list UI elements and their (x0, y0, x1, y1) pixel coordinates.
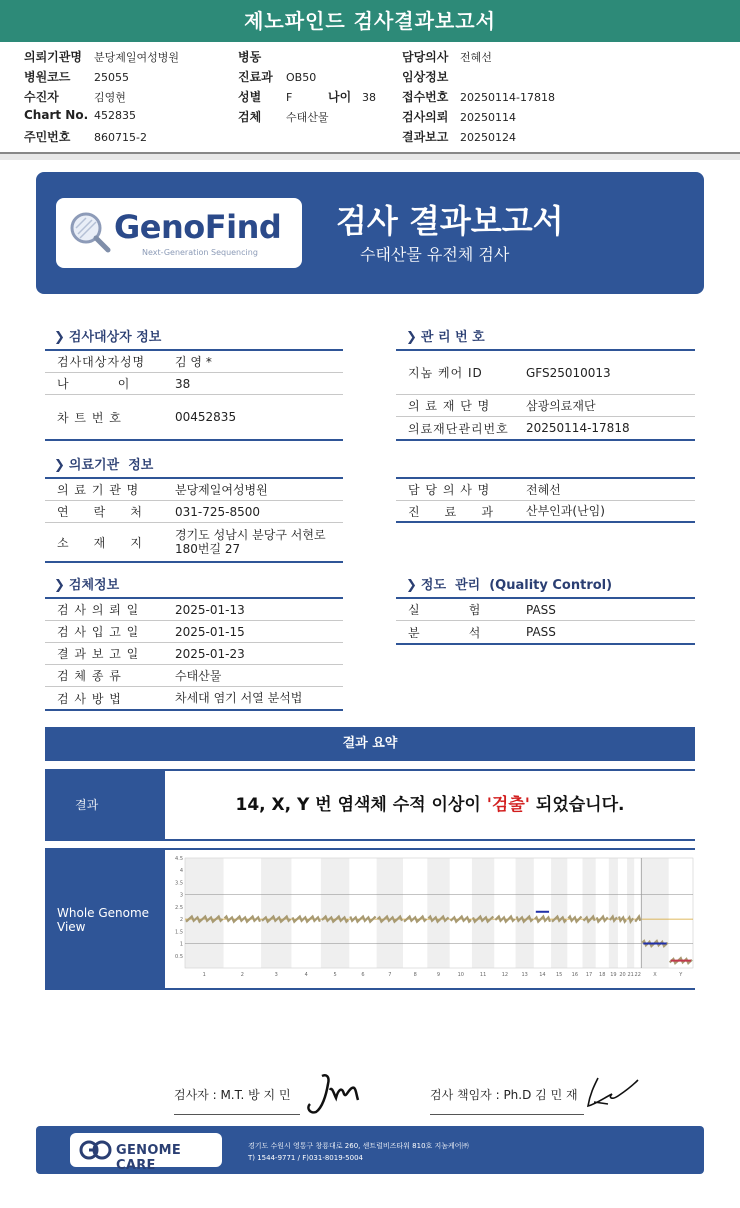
meta-row (24, 108, 179, 128)
meta-key: 검사의뢰 (402, 110, 449, 124)
hero-title: 검사 결과보고서 (336, 202, 564, 240)
meta-key: 병원코드 (24, 70, 71, 84)
meta-value: 수태산물 (286, 111, 329, 124)
meta-row (402, 48, 555, 68)
footer-address (248, 1140, 469, 1164)
doctor-table (396, 477, 695, 523)
genome-care-logo (70, 1133, 222, 1173)
copy-number-trace (293, 917, 320, 922)
chromosome-band (377, 858, 403, 968)
y-tick-label: 1.5 (175, 929, 183, 936)
result-label: 결과 (45, 771, 165, 839)
meta-value: 860715-2 (94, 131, 147, 144)
x-tick-label: 5 (333, 972, 337, 978)
footer-contact-line: T) 1544-9771 / F)031-8019-5004 (248, 1154, 363, 1162)
table-row (45, 599, 343, 621)
table-row (396, 351, 695, 395)
table-row (396, 395, 695, 417)
table-row (45, 523, 343, 561)
meta-key: 진료과 (238, 70, 273, 84)
row-value (165, 528, 326, 556)
row-value: 삼광의료재단 (526, 398, 596, 413)
meta-key: 접수번호 (402, 90, 449, 104)
section-heading-text: 의료기관 정보 (68, 458, 154, 473)
meta-col-1 (24, 48, 179, 148)
x-tick-label: 15 (555, 972, 563, 978)
summary-heading: 결과 요약 (45, 727, 695, 761)
x-tick-label: 20 (619, 972, 626, 978)
table-row (45, 479, 343, 501)
meta-col-3 (402, 48, 555, 148)
x-tick-label: 17 (585, 972, 593, 978)
row-value: 분당제일여성병원 (175, 482, 268, 497)
logo-wordmark: GenoFind (114, 208, 282, 246)
genome-care-g-icon (78, 1138, 114, 1162)
meta-key: 성별 (238, 90, 262, 104)
table-row (45, 665, 343, 687)
row-label: 진 료 과 (408, 504, 494, 519)
meta-value: 김영현 (94, 91, 126, 104)
age-key: 나이 (328, 90, 352, 104)
table-row (45, 373, 343, 395)
row-value: GFS25010013 (526, 365, 611, 380)
chromosome-band (582, 858, 595, 968)
table-row (45, 351, 343, 373)
whole-genome-plot (165, 850, 695, 988)
result-text-post: 되었습니다. (529, 795, 625, 815)
institution-table (45, 477, 343, 563)
table-row (45, 395, 343, 439)
result-highlight: '검출' (486, 795, 530, 815)
meta-key: 수진자 (24, 90, 59, 104)
row-label: 검 체 종 류 (57, 669, 122, 683)
meta-row (24, 128, 179, 148)
row-value: PASS (526, 625, 556, 639)
tester-signature-label: 검사자 : M.T. 방 지 민 (174, 1088, 291, 1102)
meta-row (402, 88, 555, 108)
footer-address-line: 경기도 수원시 영통구 창룡대로 260, 센트럴비즈타워 810호 지놈케어㈜ (248, 1142, 469, 1150)
chromosome-band (627, 858, 634, 968)
meta-key: 병동 (238, 50, 262, 64)
copy-number-trace (597, 917, 608, 922)
row-value: 2025-01-23 (175, 646, 245, 661)
report-banner-title: 제노파인드 검사결과보고서 (0, 0, 740, 42)
row-value: 2025-01-15 (175, 624, 245, 639)
meta-row (238, 88, 376, 108)
x-tick-label: 19 (610, 972, 617, 978)
section-heading-subject (54, 326, 161, 345)
meta-key: 임상정보 (402, 70, 449, 84)
section-heading-qc (406, 574, 612, 593)
meta-value: 20250114 (460, 111, 516, 124)
x-tick-label: 12 (501, 972, 509, 978)
chevron-right-icon: ❯ (406, 330, 417, 345)
table-row (45, 643, 343, 665)
meta-key: 검체 (238, 110, 262, 124)
chevron-right-icon: ❯ (406, 578, 417, 593)
meta-row (238, 108, 376, 128)
meta-row (402, 128, 555, 148)
chromosome-band (641, 858, 668, 968)
row-label: 검 사 입 고 일 (57, 625, 140, 639)
x-tick-label: 14 (539, 972, 546, 978)
x-tick-label: 3 (274, 972, 278, 978)
footer-bar (36, 1126, 704, 1174)
copy-number-trace (350, 917, 375, 922)
row-label: 실 험 (408, 603, 482, 617)
order-meta-panel (0, 42, 740, 154)
row-label: 담 당 의 사 명 (408, 483, 491, 497)
age-value: 38 (362, 91, 376, 104)
chromosome-band (472, 858, 494, 968)
y-tick-label: 2 (179, 917, 183, 924)
result-text-pre: 14, X, Y 번 염색체 수적 이상이 (235, 795, 487, 815)
section-heading-institution (54, 454, 153, 473)
address-line-2: 180번길 27 (175, 542, 241, 556)
table-row (45, 687, 343, 709)
row-value: PASS (526, 602, 556, 617)
y-tick-label: 2.5 (175, 904, 183, 911)
chromosome-band (516, 858, 534, 968)
genome-care-wordmark: GENOME CARE (116, 1143, 182, 1173)
chevron-right-icon: ❯ (54, 458, 65, 473)
x-tick-label: 21 (627, 972, 634, 978)
chromosome-band (321, 858, 349, 968)
table-row (396, 621, 695, 643)
director-signature-line (430, 1114, 584, 1115)
row-label: 의료재단관리번호 (408, 421, 509, 436)
x-tick-label: 1 (202, 972, 206, 978)
row-label: 지놈 케어 ID (408, 366, 483, 380)
x-tick-label: 13 (521, 972, 528, 978)
meta-key: 의뢰기관명 (24, 50, 82, 64)
meta-row (238, 48, 376, 68)
specimen-table (45, 597, 343, 711)
logo-tagline: Next-Generation Sequencing (142, 248, 258, 257)
chromosome-band (261, 858, 291, 968)
magnifier-dna-icon (66, 208, 112, 254)
meta-row (24, 48, 179, 68)
chevron-right-icon: ❯ (54, 330, 65, 345)
copy-number-trace (404, 917, 426, 922)
whole-genome-chart (165, 850, 695, 988)
meta-key: 주민번호 (24, 130, 71, 144)
chromosome-band (427, 858, 449, 968)
meta-divider (0, 154, 740, 160)
y-tick-label: 3.5 (175, 880, 183, 887)
meta-value: 20250124 (460, 131, 516, 144)
x-tick-label: 16 (571, 972, 579, 978)
chromosome-band (185, 858, 224, 968)
x-tick-label: Y (679, 972, 683, 978)
section-heading-text: 검체정보 (68, 578, 120, 593)
meta-value: 25055 (94, 71, 129, 84)
meta-row (238, 68, 376, 88)
row-label: 의 료 재 단 명 (408, 399, 491, 413)
hero-subtitle: 수태산물 유전체 검사 (360, 245, 510, 264)
copy-number-trace (635, 917, 640, 922)
row-value: 38 (175, 376, 191, 391)
row-label: 소 재 지 (57, 535, 143, 550)
meta-col-2 (238, 48, 376, 128)
x-tick-label: 22 (634, 972, 641, 978)
qc-table (396, 597, 695, 645)
section-heading-mgmt (406, 326, 485, 345)
meta-key: 담당의사 (402, 50, 449, 64)
director-signature-label: 검사 책임자 : Ph.D 김 민 재 (430, 1088, 578, 1102)
meta-row (402, 68, 555, 88)
table-row (396, 479, 695, 501)
table-row (396, 417, 695, 439)
meta-key: 결과보고 (402, 130, 449, 144)
row-label: 검사대상자성명 (57, 355, 146, 369)
copy-number-trace (225, 917, 261, 922)
result-text (165, 771, 695, 839)
table-row (45, 621, 343, 643)
director-signature-scribble (584, 1072, 644, 1116)
meta-value: F (286, 91, 293, 104)
table-row (45, 501, 343, 523)
row-label: 연 락 처 (57, 505, 143, 519)
row-value: 00452835 (175, 410, 237, 424)
chromosome-band (609, 858, 618, 968)
row-label: 차 트 번 호 (57, 410, 122, 425)
meta-value: 분당제일여성병원 (94, 51, 180, 64)
y-tick-label: 0.5 (175, 953, 183, 960)
y-tick-label: 3 (179, 892, 183, 899)
meta-row (24, 88, 179, 108)
row-value: 수태산물 (175, 668, 222, 683)
x-tick-label: 11 (479, 972, 487, 978)
row-label: 결 과 보 고 일 (57, 647, 140, 661)
row-value: 차세대 염기 서열 분석법 (175, 691, 303, 705)
meta-value: 전혜선 (460, 51, 492, 64)
row-value: 전혜선 (526, 482, 561, 497)
copy-number-trace (568, 917, 581, 922)
meta-value: 452835 (94, 109, 136, 122)
meta-row (402, 108, 555, 128)
row-value: 031-725-8500 (175, 504, 261, 519)
chevron-right-icon: ❯ (54, 578, 65, 593)
row-value: 2025-01-13 (175, 602, 245, 617)
table-row (396, 599, 695, 621)
x-tick-label: 9 (436, 972, 441, 978)
row-label: 나 이 (57, 377, 131, 391)
genofind-logo (56, 198, 302, 268)
tester-signature-scribble (300, 1070, 374, 1120)
row-value: 20250114-17818 (526, 421, 630, 435)
row-value: 김 영 * (175, 354, 212, 369)
row-label: 의 료 기 관 명 (57, 483, 140, 497)
tester-signature-line (174, 1114, 300, 1115)
y-tick-label: 4 (179, 868, 183, 875)
x-tick-label: 10 (457, 972, 464, 978)
x-tick-label: 18 (599, 972, 606, 978)
copy-number-trace (610, 917, 617, 921)
address-line-1: 경기도 성남시 분당구 서현로 (175, 528, 326, 542)
meta-row (24, 68, 179, 88)
row-label: 검 사 방 법 (57, 691, 122, 706)
y-tick-label: 4.5 (175, 856, 183, 862)
whole-genome-box (45, 848, 695, 990)
row-label: 분 석 (408, 625, 482, 640)
result-box (45, 769, 695, 841)
x-tick-label: 4 (304, 972, 308, 978)
mgmt-table (396, 349, 695, 441)
row-label: 검 사 의 뢰 일 (57, 603, 140, 617)
section-heading-text: 검사대상자 정보 (68, 330, 162, 345)
section-heading-specimen (54, 574, 119, 593)
section-heading-text: 정도 관리 (Quality Control) (420, 578, 613, 593)
y-tick-label: 1 (179, 941, 183, 948)
x-tick-label: 7 (388, 972, 392, 978)
section-heading-text: 관 리 번 호 (420, 330, 485, 345)
chromosome-band (551, 858, 567, 968)
meta-value: 20250114-17818 (460, 91, 555, 104)
meta-key: Chart No. (24, 108, 89, 122)
x-tick-label: 2 (240, 972, 244, 978)
x-tick-label: 6 (361, 972, 365, 978)
report-hero (36, 172, 704, 294)
x-tick-label: X (653, 972, 657, 978)
subject-table (45, 349, 343, 441)
whole-genome-label: Whole Genome View (45, 850, 165, 988)
row-value: 산부인과(난임) (526, 504, 605, 518)
meta-value: OB50 (286, 71, 317, 84)
x-tick-label: 8 (413, 972, 417, 978)
table-row (396, 501, 695, 523)
